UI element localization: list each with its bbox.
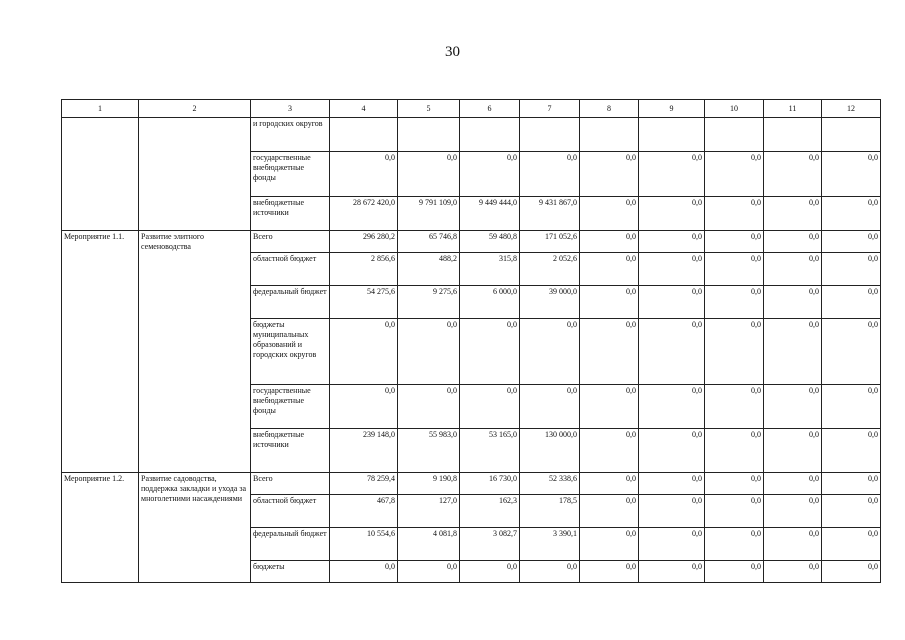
- value-cell: 130 000,0: [520, 429, 580, 473]
- value-cell: 0,0: [639, 197, 705, 231]
- value-cell: 0,0: [764, 528, 822, 561]
- value-cell: 0,0: [705, 253, 764, 286]
- value-cell: 10 554,6: [330, 528, 398, 561]
- value-cell: 0,0: [822, 429, 881, 473]
- funding-source-cell: областной бюджет: [251, 253, 330, 286]
- value-cell: [705, 118, 764, 152]
- value-cell: 0,0: [764, 385, 822, 429]
- value-cell: 0,0: [764, 319, 822, 385]
- value-cell: 0,0: [822, 528, 881, 561]
- value-cell: 0,0: [705, 561, 764, 583]
- value-cell: 55 983,0: [398, 429, 460, 473]
- value-cell: 0,0: [639, 528, 705, 561]
- value-cell: 0,0: [460, 152, 520, 197]
- funding-source-cell: внебюджетные источники: [251, 429, 330, 473]
- funding-source-cell: Всего: [251, 231, 330, 253]
- value-cell: 0,0: [398, 152, 460, 197]
- value-cell: 3 390,1: [520, 528, 580, 561]
- value-cell: 4 081,8: [398, 528, 460, 561]
- value-cell: [520, 118, 580, 152]
- value-cell: 0,0: [705, 319, 764, 385]
- activity-name-cell: Развитие элитного семеноводства: [139, 231, 251, 473]
- value-cell: 0,0: [705, 152, 764, 197]
- value-cell: 488,2: [398, 253, 460, 286]
- value-cell: 315,8: [460, 253, 520, 286]
- value-cell: 0,0: [398, 319, 460, 385]
- value-cell: 0,0: [580, 528, 639, 561]
- value-cell: 0,0: [764, 231, 822, 253]
- value-cell: 0,0: [822, 385, 881, 429]
- value-cell: 0,0: [705, 495, 764, 528]
- value-cell: 239 148,0: [330, 429, 398, 473]
- value-cell: 0,0: [580, 319, 639, 385]
- value-cell: 16 730,0: [460, 473, 520, 495]
- value-cell: 162,3: [460, 495, 520, 528]
- value-cell: 0,0: [639, 495, 705, 528]
- value-cell: 296 280,2: [330, 231, 398, 253]
- value-cell: 0,0: [460, 561, 520, 583]
- value-cell: 0,0: [330, 319, 398, 385]
- value-cell: 0,0: [705, 473, 764, 495]
- funding-source-cell: государственные внебюджетные фонды: [251, 152, 330, 197]
- event-cell: [62, 118, 139, 231]
- table-row: [62, 231, 881, 253]
- value-cell: 0,0: [764, 473, 822, 495]
- column-header: 1: [62, 100, 139, 118]
- funding-source-cell: федеральный бюджет: [251, 528, 330, 561]
- column-header: 12: [822, 100, 881, 118]
- value-cell: 0,0: [520, 152, 580, 197]
- value-cell: 0,0: [764, 152, 822, 197]
- page-number: 30: [445, 44, 460, 60]
- value-cell: [398, 118, 460, 152]
- value-cell: 0,0: [764, 561, 822, 583]
- value-cell: [639, 118, 705, 152]
- value-cell: 9 190,8: [398, 473, 460, 495]
- value-cell: 0,0: [705, 429, 764, 473]
- value-cell: 0,0: [639, 385, 705, 429]
- value-cell: 127,0: [398, 495, 460, 528]
- column-header: 2: [139, 100, 251, 118]
- funding-source-cell: государственные внебюджетные фонды: [251, 385, 330, 429]
- value-cell: 0,0: [822, 197, 881, 231]
- value-cell: [460, 118, 520, 152]
- value-cell: 467,8: [330, 495, 398, 528]
- value-cell: 0,0: [822, 253, 881, 286]
- funding-source-cell: Всего: [251, 473, 330, 495]
- value-cell: 0,0: [764, 197, 822, 231]
- column-header: 9: [639, 100, 705, 118]
- column-header: 10: [705, 100, 764, 118]
- value-cell: 9 275,6: [398, 286, 460, 319]
- value-cell: 0,0: [398, 385, 460, 429]
- value-cell: 53 165,0: [460, 429, 520, 473]
- value-cell: 0,0: [764, 495, 822, 528]
- value-cell: 0,0: [580, 495, 639, 528]
- value-cell: 0,0: [580, 197, 639, 231]
- column-header: 8: [580, 100, 639, 118]
- value-cell: 0,0: [639, 253, 705, 286]
- value-cell: 28 672 420,0: [330, 197, 398, 231]
- column-header: 5: [398, 100, 460, 118]
- value-cell: 0,0: [639, 473, 705, 495]
- funding-source-cell: федеральный бюджет: [251, 286, 330, 319]
- value-cell: 52 338,6: [520, 473, 580, 495]
- value-cell: 0,0: [520, 319, 580, 385]
- column-header: 6: [460, 100, 520, 118]
- event-cell: Мероприятие 1.1.: [62, 231, 139, 473]
- value-cell: 0,0: [580, 231, 639, 253]
- value-cell: 0,0: [822, 152, 881, 197]
- value-cell: 59 480,8: [460, 231, 520, 253]
- value-cell: 0,0: [580, 473, 639, 495]
- value-cell: 0,0: [330, 561, 398, 583]
- value-cell: 0,0: [822, 319, 881, 385]
- value-cell: 0,0: [330, 385, 398, 429]
- value-cell: 9 431 867,0: [520, 197, 580, 231]
- value-cell: 0,0: [705, 528, 764, 561]
- value-cell: 78 259,4: [330, 473, 398, 495]
- value-cell: 0,0: [580, 385, 639, 429]
- event-cell: Мероприятие 1.2.: [62, 473, 139, 583]
- value-cell: 0,0: [580, 561, 639, 583]
- value-cell: 0,0: [580, 286, 639, 319]
- value-cell: 2 052,6: [520, 253, 580, 286]
- header-row: [62, 100, 881, 118]
- value-cell: 0,0: [580, 152, 639, 197]
- value-cell: 0,0: [520, 561, 580, 583]
- value-cell: 0,0: [398, 561, 460, 583]
- table-row: [62, 118, 881, 152]
- value-cell: [580, 118, 639, 152]
- value-cell: 171 052,6: [520, 231, 580, 253]
- value-cell: 0,0: [705, 286, 764, 319]
- value-cell: 178,5: [520, 495, 580, 528]
- value-cell: 0,0: [520, 385, 580, 429]
- value-cell: 0,0: [705, 197, 764, 231]
- funding-source-cell: бюджеты муниципальных образований и городских округов: [251, 319, 330, 385]
- funding-source-cell: и городских округов: [251, 118, 330, 152]
- value-cell: 0,0: [822, 286, 881, 319]
- column-header: 3: [251, 100, 330, 118]
- column-header: 11: [764, 100, 822, 118]
- value-cell: 9 791 109,0: [398, 197, 460, 231]
- value-cell: 9 449 444,0: [460, 197, 520, 231]
- activity-name-cell: [139, 118, 251, 231]
- value-cell: 0,0: [822, 495, 881, 528]
- funding-source-cell: внебюджетные источники: [251, 197, 330, 231]
- table-body: [62, 118, 881, 583]
- value-cell: 0,0: [705, 385, 764, 429]
- value-cell: 65 746,8: [398, 231, 460, 253]
- value-cell: 0,0: [639, 319, 705, 385]
- activity-name-cell: Развитие садоводства, поддержка закладки и ухода за многолетними насаждениями: [139, 473, 251, 583]
- value-cell: 0,0: [764, 429, 822, 473]
- value-cell: 0,0: [764, 286, 822, 319]
- value-cell: 0,0: [705, 231, 764, 253]
- budget-table: [61, 99, 881, 583]
- value-cell: 3 082,7: [460, 528, 520, 561]
- column-header: 4: [330, 100, 398, 118]
- funding-source-cell: областной бюджет: [251, 495, 330, 528]
- column-header: 7: [520, 100, 580, 118]
- value-cell: 0,0: [330, 152, 398, 197]
- value-cell: 0,0: [639, 429, 705, 473]
- value-cell: 0,0: [639, 561, 705, 583]
- value-cell: 39 000,0: [520, 286, 580, 319]
- value-cell: [822, 118, 881, 152]
- value-cell: 2 856,6: [330, 253, 398, 286]
- value-cell: 0,0: [580, 253, 639, 286]
- value-cell: 0,0: [639, 152, 705, 197]
- value-cell: 6 000,0: [460, 286, 520, 319]
- value-cell: 0,0: [822, 473, 881, 495]
- value-cell: 0,0: [639, 231, 705, 253]
- value-cell: 0,0: [822, 231, 881, 253]
- funding-source-cell: бюджеты: [251, 561, 330, 583]
- value-cell: 54 275,6: [330, 286, 398, 319]
- value-cell: 0,0: [580, 429, 639, 473]
- value-cell: 0,0: [460, 385, 520, 429]
- value-cell: 0,0: [639, 286, 705, 319]
- value-cell: 0,0: [764, 253, 822, 286]
- value-cell: [330, 118, 398, 152]
- table-row: [62, 473, 881, 495]
- value-cell: 0,0: [460, 319, 520, 385]
- value-cell: 0,0: [822, 561, 881, 583]
- value-cell: [764, 118, 822, 152]
